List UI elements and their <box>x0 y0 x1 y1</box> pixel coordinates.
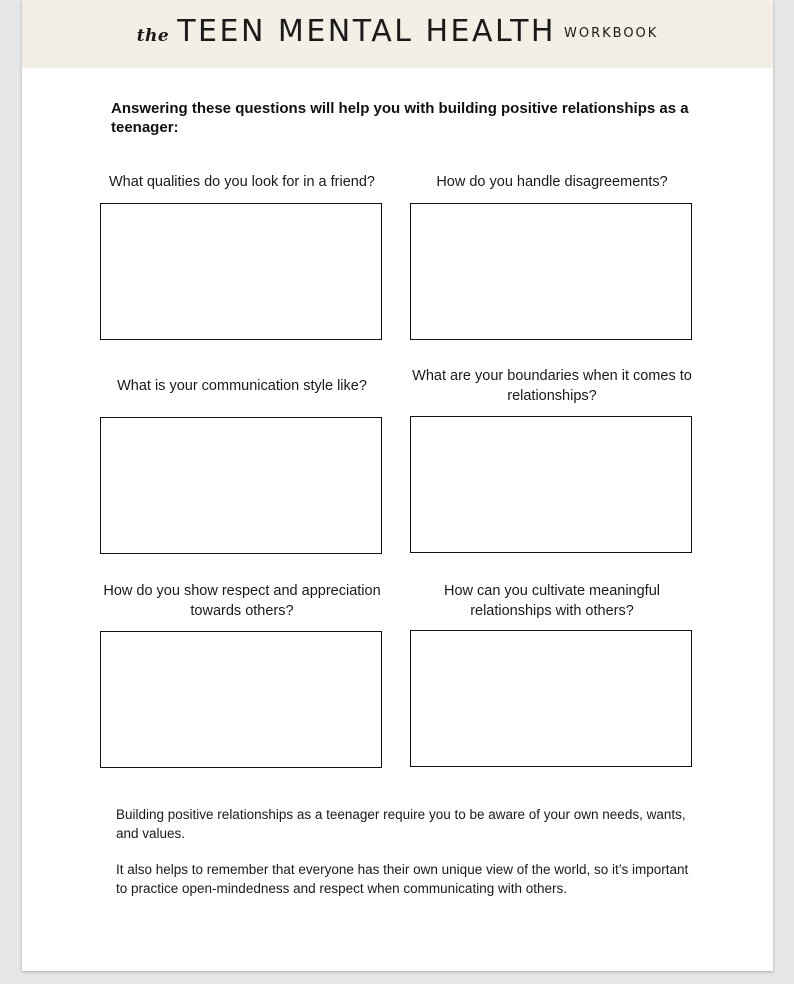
footer-paragraph-needs: Building positive relationships as a teenager require you to be aware of your own needs, wants, and values. <box>116 807 686 841</box>
answer-box-friend-qualities[interactable] <box>100 203 382 340</box>
title-main: TEEN MENTAL HEALTH <box>177 14 556 49</box>
answer-box-meaningful-relationships[interactable] <box>410 630 692 767</box>
workbook-title <box>22 14 773 49</box>
answer-box-disagreements[interactable] <box>410 203 692 340</box>
title-suffix: WORKBOOK <box>563 26 659 41</box>
question-respect-appreciation: How do you show respect and appreciation towards others? <box>103 583 381 619</box>
question-disagreements: How do you handle disagreements? <box>436 174 668 190</box>
intro-instructions: Answering these questions will help you with building positive relationships as a teenager: <box>111 100 689 136</box>
header-band <box>22 0 773 68</box>
question-communication-style: What is your communication style like? <box>117 378 367 394</box>
footer-paragraph-open-mindedness: It also helps to remember that everyone has their own unique view of the world, so it’s important to practice open-mindedness and respect when communicating with others. <box>116 862 689 896</box>
answer-box-respect-appreciation[interactable] <box>100 631 382 768</box>
question-friend-qualities: What qualities do you look for in a friend? <box>109 174 375 190</box>
workbook-page <box>22 0 773 971</box>
question-meaningful-relationships: How can you cultivate meaningful relationships with others? <box>443 583 660 619</box>
title-prefix: the <box>136 26 170 46</box>
answer-box-boundaries[interactable] <box>410 416 692 553</box>
question-boundaries: What are your boundaries when it comes to relationships? <box>412 368 692 404</box>
answer-box-communication-style[interactable] <box>100 417 382 554</box>
